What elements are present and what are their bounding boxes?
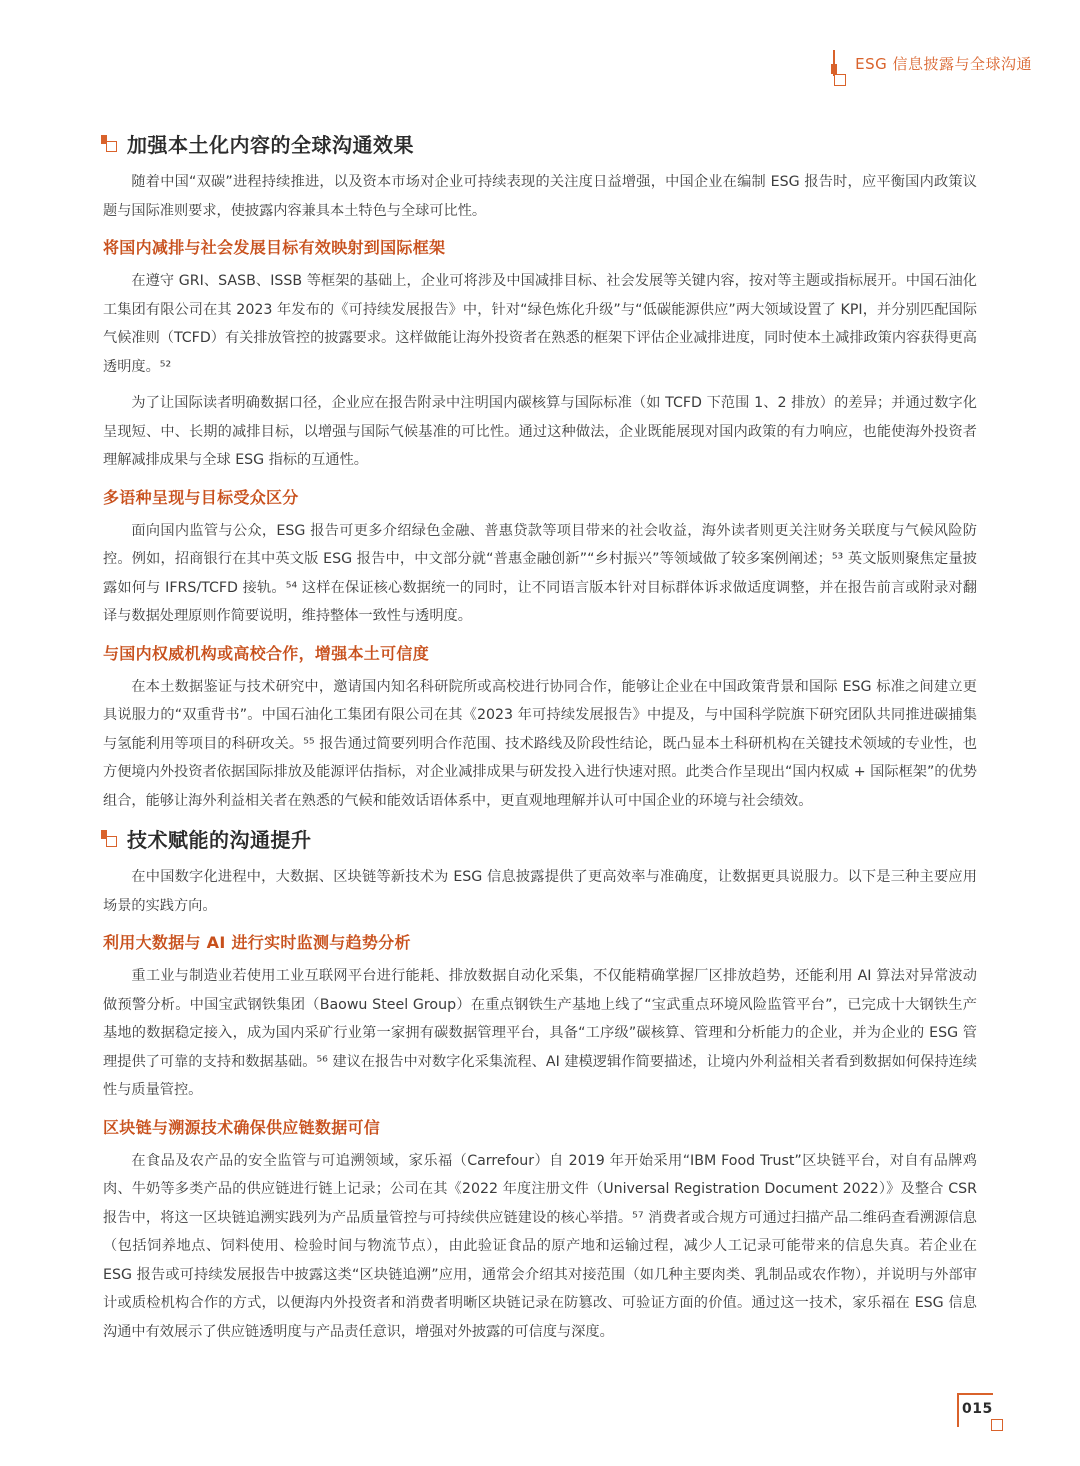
section-heading-technology (101, 823, 977, 853)
running-header (831, 50, 1032, 90)
paragraph: 为了让国际读者明确数据口径，企业应在报告附录中注明国内碳核算与国际标准（如 TCFD 下范围 1、2 排放）的差异；并通过数字化呈现短、中、长期的减排目标，以增强与国际气候基准的可比性。通过这种做法，企业既能展现对国内政策的有力响应，也能使海外投资者理解减排成果与全球 ESG 指标的互通性。 (103, 395, 977, 468)
subsection-title: 与国内权威机构或高校合作，增强本土可信度 (103, 643, 430, 663)
corner-square-icon (991, 1419, 1003, 1431)
page-content (103, 128, 977, 1354)
paragraph: 在遵守 GRI、SASB、ISSB 等框架的基础上，企业可将涉及中国减排目标、社会发展等关键内容，按对等主题或指标展开。中国石油化工集团有限公司在其 2023 年发布的《可持续发展报告》中，针对“绿色炼化升级”与“低碳能源供应”两大领域设置了 KPI，并分别匹配国际气候准则（TCFD）有关排放管控的披露要求。这样做能让海外投资者在熟悉的框架下评估企业减排进度，同时使本土减排政策内容获得更高透明度。⁵² (103, 273, 977, 375)
section-heading-localization (101, 128, 977, 158)
page-number-box (957, 1393, 997, 1429)
subsection-title: 多语种呈现与目标受众区分 (103, 487, 299, 507)
section-title: 加强本土化内容的全球沟通效果 (127, 132, 414, 157)
subsection-title: 利用大数据与 AI 进行实时监测与趋势分析 (103, 933, 411, 952)
subsection-title: 区块链与溯源技术确保供应链数据可信 (103, 1117, 381, 1137)
section-bullet-icon (101, 828, 121, 848)
header-bracket-icon (831, 50, 847, 90)
paragraph: 在本土数据鉴证与技术研究中，邀请国内知名科研院所或高校进行协同合作，能够让企业在中国政策背景和国际 ESG 标准之间建立更具说服力的“双重背书”。中国石油化工集团有限公司在其《2023 年可持续发展报告》中提及，与中国科学院旗下研究团队共同推进碳捕集与氢能利用等项目的科研攻关。⁵⁵ 报告通过简要列明合作范围、技术路线及阶段性结论，既凸显本土科研机构在关键技术领域的专业性，也方便境内外投资者依据国际排放及能源评估指标，对企业减排成果与研发投入进行快速对照。此类合作呈现出“国内权威 + 国际框架”的优势组合，能够让海外利益相关者在熟悉的气候和能效话语体系中，更直观地理解并认可中国企业的环境与社会绩效。 (103, 678, 977, 809)
paragraph: 重工业与制造业若使用工业互联网平台进行能耗、排放数据自动化采集，不仅能精确掌握厂区排放趋势，还能利用 AI 算法对异常波动做预警分析。中国宝武钢铁集团（Baowu Steel Group）在重点钢铁生产基地上线了“宝武重点环境风险监管平台”，已完成十大钢铁生产基地的数据稳定接入，成为国内采矿行业第一家拥有碳数据管理平台，具备“工序级”碳核算、管理和分析能力的企业，并为企业的 ESG 管理提供了可靠的支持和数据基础。⁵⁶ 建议在报告中对数字化采集流程、AI 建模逻辑作简要描述，让境内外利益相关者看到数据如何保持连续性与质量管控。 (103, 968, 977, 1098)
subsection-title: 将国内减排与社会发展目标有效映射到国际框架 (103, 238, 446, 257)
paragraph: 在食品及农产品的安全监管与可追溯领域，家乐福（Carrefour）自 2019 年开始采用“IBM Food Trust”区块链平台，对自有品牌鸡肉、牛奶等多类产品的供应链进行链上记录；公司在其《2022 年度注册文件（Universal Registration Document 2022）》及整合 CSR 报告中，将这一区块链追溯实践列为产品质量管控与可持续供应链建设的核心举措。⁵⁷ 消费者或合规方可通过扫描产品二维码查看溯源信息（包括饲养地点、饲料使用、检验时间与物流节点），由此验证食品的原产地和运输过程，减少人工记录可能带来的信息失真。若企业在 ESG 报告或可持续发展报告中披露这类“区块链追溯”应用，通常会介绍其对接范围（如几种主要肉类、乳制品或农作物），并说明与外部审计或质检机构合作的方式，以便海内外投资者和消费者明晰区块链记录在防篡改、可验证方面的价值。通过这一技术，家乐福在 ESG 信息沟通中有效展示了供应链透明度与产品责任意识，增强对外披露的可信度与深度。 (103, 1152, 977, 1340)
page-number: 015 (962, 1401, 993, 1417)
section-intro: 随着中国“双碳”进程持续推进，以及资本市场对企业可持续表现的关注度日益增强，中国企业在编制 ESG 报告时，应平衡国内政策议题与国际准则要求，使披露内容兼具本土特色与全球可比性。 (103, 174, 977, 219)
section-bullet-icon (101, 133, 121, 153)
header-title: ESG 信息披露与全球沟通 (855, 55, 1032, 73)
paragraph: 面向国内监管与公众，ESG 报告可更多介绍绿色金融、普惠贷款等项目带来的社会收益，海外读者则更关注财务关联度与气候风险防控。例如，招商银行在其中英文版 ESG 报告中，中文部分就“普惠金融创新”“乡村振兴”等领域做了较多案例阐述；⁵³ 英文版则聚焦定量披露如何与 IFRS/TCFD 接轨。⁵⁴ 这样在保证核心数据统一的同时，让不同语言版本针对目标群体诉求做适度调整，并在报告前言或附录对翻译与数据处理原则作简要说明，维持整体一致性与透明度。 (103, 522, 977, 624)
section-title: 技术赋能的沟通提升 (127, 827, 312, 852)
section-intro: 在中国数字化进程中，大数据、区块链等新技术为 ESG 信息披露提供了更高效率与准确度，让数据更具说服力。以下是三种主要应用场景的实践方向。 (103, 869, 977, 914)
